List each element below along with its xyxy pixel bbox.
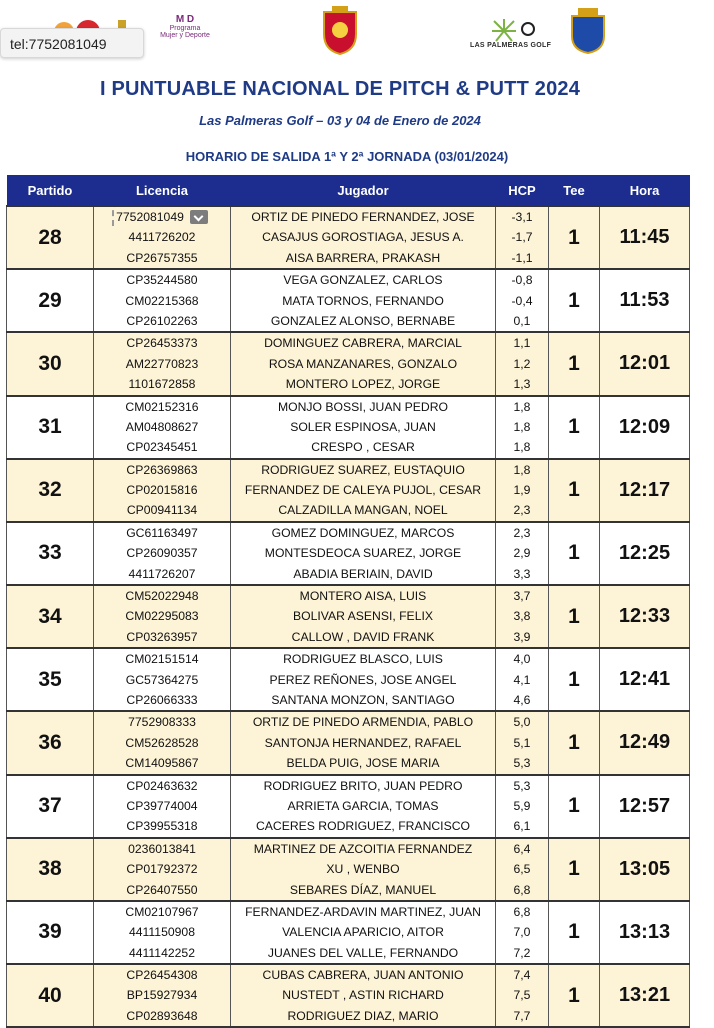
- licence-number: CP26454308: [126, 968, 198, 983]
- player-name: AISA BARRERA, PRAKASH: [285, 250, 441, 265]
- tee-number: 1: [549, 838, 600, 901]
- page-title: I PUNTUABLE NACIONAL DE PITCH & PUTT 2024: [99, 78, 581, 100]
- handicap: 5,0: [513, 715, 531, 730]
- tee-time: 12:17: [600, 459, 690, 522]
- table-row: [7, 332, 690, 395]
- player-name: FERNANDEZ DE CALEYA PUJOL, CESAR: [244, 483, 482, 498]
- player-name: SEBARES DÍAZ, MANUEL: [289, 882, 437, 897]
- partido-number: 30: [7, 332, 94, 395]
- licence-number: CP02015816: [126, 483, 198, 498]
- handicap-cell: [496, 775, 549, 838]
- phone-link-chip[interactable]: tel:7752081049: [0, 28, 144, 58]
- handicap-cell: [496, 459, 549, 522]
- chevron-down-icon[interactable]: [190, 210, 208, 224]
- table-row: [7, 838, 690, 901]
- licence-number-cell: [94, 206, 231, 269]
- tee-time: 12:33: [600, 585, 690, 648]
- table-row: [7, 585, 690, 648]
- handicap: 7,7: [513, 1008, 531, 1023]
- licence-number-cell: [94, 901, 231, 964]
- licence-number: CP02345451: [126, 440, 198, 455]
- tee-number: 1: [549, 585, 600, 648]
- col-hora: Hora: [600, 175, 690, 206]
- player-name: XU , WENBO: [326, 862, 400, 877]
- handicap: 6,4: [513, 841, 531, 856]
- col-partido: Partido: [7, 175, 94, 206]
- player-name-cell: [231, 775, 496, 838]
- licence-number: CP26102263: [126, 313, 198, 328]
- player-name: ORTIZ DE PINEDO FERNANDEZ, JOSE: [251, 210, 475, 224]
- partido-number: 31: [7, 396, 94, 459]
- licence-number: CM02295083: [125, 609, 199, 624]
- table-row: [7, 459, 690, 522]
- licence-number-cell: [94, 269, 231, 332]
- licence-number-cell: [94, 838, 231, 901]
- handicap: 0,1: [513, 313, 531, 328]
- handicap: 5,9: [513, 798, 531, 813]
- handicap: 1,1: [513, 336, 531, 351]
- licence-number: CP26757355: [126, 250, 198, 265]
- licence-number: GC61163497: [126, 525, 198, 540]
- tee-time: 13:21: [600, 964, 690, 1027]
- tee-number: 1: [549, 711, 600, 774]
- tee-time: 12:09: [600, 396, 690, 459]
- player-name: NUSTEDT , ASTIN RICHARD: [282, 988, 444, 1003]
- licence-number-cell: [94, 522, 231, 585]
- player-name: MATA TORNOS, FERNANDO: [282, 293, 444, 308]
- player-name: GONZALEZ ALONSO, BERNABE: [270, 313, 456, 328]
- player-name: BELDA PUIG, JOSE MARIA: [286, 756, 440, 771]
- tee-number: 1: [549, 522, 600, 585]
- player-name: ROSA MANZANARES, GONZALO: [268, 356, 458, 371]
- player-name: RODRIGUEZ SUAREZ, EUSTAQUIO: [261, 462, 465, 477]
- table-row: [7, 396, 690, 459]
- col-jugador: Jugador: [231, 175, 496, 206]
- program-logo-sub: Programa Mujer y Deporte: [160, 25, 210, 39]
- player-name: PEREZ REÑONES, JOSE ANGEL: [269, 672, 457, 687]
- licence-number: CP01792372: [126, 862, 198, 877]
- table-row: [7, 269, 690, 332]
- licence-number: CP02893648: [126, 1008, 198, 1023]
- tee-number: 1: [549, 269, 600, 332]
- player-name: CASAJUS GOROSTIAGA, JESUS A.: [262, 230, 464, 245]
- handicap-cell: [496, 648, 549, 711]
- player-name-cell: [231, 648, 496, 711]
- player-name: MARTINEZ DE AZCOITIA FERNANDEZ: [253, 841, 473, 856]
- player-name: ORTIZ DE PINEDO ARMENDIA, PABLO: [252, 715, 474, 730]
- licence-number: CM02151514: [125, 652, 199, 667]
- handicap: 1,8: [513, 440, 531, 455]
- licence-number: CP35244580: [126, 273, 198, 288]
- handicap: 7,0: [513, 925, 531, 940]
- partido-number: 39: [7, 901, 94, 964]
- licence-number: 4411142252: [129, 945, 195, 960]
- licence-number: GC57364275: [125, 672, 199, 687]
- player-name-cell: [231, 522, 496, 585]
- licence-number-cell: [94, 585, 231, 648]
- table-row: [7, 711, 690, 774]
- player-name: CACERES RODRIGUEZ, FRANCISCO: [256, 819, 470, 834]
- handicap: 3,8: [513, 609, 531, 624]
- player-name: RODRIGUEZ BRITO, JUAN PEDRO: [263, 778, 463, 793]
- handicap: 1,8: [513, 462, 531, 477]
- handicap-cell: [496, 901, 549, 964]
- player-name: ARRIETA GARCIA, TOMAS: [287, 798, 439, 813]
- handicap: 7,4: [513, 968, 531, 983]
- licence-number: [94, 207, 230, 227]
- handicap: 6,8: [513, 882, 531, 897]
- page-subtitle: Las Palmeras Golf – 03 y 04 de Enero de 2024: [199, 113, 481, 128]
- schedule-heading: HORARIO DE SALIDA 1ª Y 2ª JORNADA (03/01/2024): [185, 149, 509, 164]
- partido-number: 28: [7, 206, 94, 269]
- player-name-cell: [231, 459, 496, 522]
- tee-number: 1: [549, 901, 600, 964]
- player-name: CALZADILLA MANGAN, NOEL: [278, 503, 448, 518]
- player-name: SANTANA MONZON, SANTIAGO: [271, 692, 455, 707]
- licence-number: CM52628528: [125, 735, 199, 750]
- handicap: 3,9: [513, 629, 531, 644]
- tee-number: 1: [549, 459, 600, 522]
- player-name: RODRIGUEZ BLASCO, LUIS: [283, 652, 443, 667]
- player-name: MONTERO AISA, LUIS: [299, 589, 427, 604]
- player-name: CUBAS CABRERA, JUAN ANTONIO: [262, 968, 464, 983]
- handicap: -0,4: [511, 293, 533, 308]
- tee-time: 12:41: [600, 648, 690, 711]
- player-name: VEGA GONZALEZ, CARLOS: [283, 273, 443, 288]
- handicap: 3,3: [513, 566, 531, 581]
- handicap-cell: [496, 269, 549, 332]
- licence-number: CP00941134: [126, 503, 198, 518]
- tee-time: 12:57: [600, 775, 690, 838]
- player-name: CRESPO , CESAR: [311, 440, 415, 455]
- partido-number: 29: [7, 269, 94, 332]
- table-row: [7, 775, 690, 838]
- tee-time: 13:13: [600, 901, 690, 964]
- handicap: 2,3: [513, 525, 531, 540]
- player-name: CALLOW , DAVID FRANK: [291, 629, 435, 644]
- licence-number: AM04808627: [125, 419, 199, 434]
- handicap: 4,1: [513, 672, 531, 687]
- table-row: [7, 964, 690, 1027]
- player-name: DOMINGUEZ CABRERA, MARCIAL: [264, 336, 462, 351]
- player-name: BOLIVAR ASENSI, FELIX: [293, 609, 433, 624]
- licence-number: 0236013841: [128, 841, 196, 856]
- tee-number: 1: [549, 775, 600, 838]
- handicap-cell: [496, 332, 549, 395]
- tee-time: 12:25: [600, 522, 690, 585]
- program-logo-title: M D: [175, 14, 195, 25]
- partido-number: 35: [7, 648, 94, 711]
- licence-number: AM22770823: [125, 356, 199, 371]
- handicap: 4,6: [513, 692, 531, 707]
- player-name: SOLER ESPINOSA, JUAN: [290, 419, 436, 434]
- player-name: RODRIGUEZ DIAZ, MARIO: [287, 1008, 439, 1023]
- partido-number: 40: [7, 964, 94, 1027]
- handicap: 2,9: [513, 546, 531, 561]
- handicap: 6,1: [513, 819, 531, 834]
- partido-number: 33: [7, 522, 94, 585]
- licence-number: 4411726202: [128, 230, 196, 245]
- handicap: 5,3: [513, 778, 531, 793]
- table-row: [7, 648, 690, 711]
- player-name-cell: [231, 396, 496, 459]
- licence-number-cell: [94, 332, 231, 395]
- handicap: 4,0: [513, 652, 531, 667]
- licence-number: CP26066333: [126, 692, 198, 707]
- island-shield-icon: [566, 8, 610, 54]
- handicap: 5,1: [513, 735, 531, 750]
- player-name: VALENCIA APARICIO, AITOR: [282, 925, 444, 940]
- licence-number-cell: [94, 775, 231, 838]
- player-name-cell: [231, 964, 496, 1027]
- handicap: 1,8: [513, 419, 531, 434]
- licence-number-cell: [94, 711, 231, 774]
- licence-number-cell: [94, 648, 231, 711]
- handicap-cell: [496, 838, 549, 901]
- player-name-cell: [231, 711, 496, 774]
- handicap: 1,8: [513, 399, 531, 414]
- tee-time: 11:53: [600, 269, 690, 332]
- licence-number: CP03263957: [126, 629, 198, 644]
- federation-crest-icon: [318, 4, 362, 56]
- handicap: 1,9: [513, 483, 531, 498]
- player-name: JUANES DEL VALLE, FERNANDO: [267, 945, 459, 960]
- handicap: 7,5: [513, 988, 531, 1003]
- handicap-cell: [496, 964, 549, 1027]
- player-name: MONJO BOSSI, JUAN PEDRO: [278, 399, 448, 414]
- las-palmeras-text: LAS PALMERAS GOLF: [470, 42, 552, 49]
- table-row: [7, 522, 690, 585]
- licence-number: CP26407550: [126, 882, 198, 897]
- handicap-cell: [496, 522, 549, 585]
- licence-number: CP02463632: [126, 778, 198, 793]
- col-tee: Tee: [549, 175, 600, 206]
- licence-number: BP15927934: [126, 988, 198, 1003]
- handicap-cell: [496, 206, 549, 269]
- handicap-cell: [496, 711, 549, 774]
- tee-time: 12:01: [600, 332, 690, 395]
- handicap: 3,7: [513, 589, 531, 604]
- player-name: ABADIA BERIAIN, DAVID: [293, 566, 433, 581]
- handicap: 7,2: [513, 945, 531, 960]
- licence-number: CP39955318: [126, 819, 198, 834]
- player-name-cell: [231, 838, 496, 901]
- licence-number-cell: [94, 396, 231, 459]
- licence-text: 7752081049: [116, 210, 184, 224]
- licence-number: CP39774004: [126, 798, 198, 813]
- licence-number-cell: [94, 459, 231, 522]
- handicap: 1,2: [513, 356, 531, 371]
- partido-number: 37: [7, 775, 94, 838]
- tee-number: 1: [549, 964, 600, 1027]
- partido-number: 36: [7, 711, 94, 774]
- tee-number: 1: [549, 206, 600, 269]
- handicap: 6,5: [513, 862, 531, 877]
- table-row: [7, 901, 690, 964]
- player-name-cell: [231, 206, 496, 269]
- tee-time: 13:05: [600, 838, 690, 901]
- licence-number: CP26090357: [126, 546, 198, 561]
- handicap: -0,8: [511, 273, 533, 288]
- handicap: 2,3: [513, 503, 531, 518]
- handicap-cell: [496, 396, 549, 459]
- handicap: -1,1: [511, 250, 533, 265]
- player-name: GOMEZ DOMINGUEZ, MARCOS: [271, 525, 455, 540]
- licence-number: 7752908333: [128, 715, 196, 730]
- licence-number: CM02215368: [125, 293, 199, 308]
- licence-number-cell: [94, 964, 231, 1027]
- player-name-cell: [231, 901, 496, 964]
- licence-number: 4411150908: [129, 925, 195, 940]
- licence-number: 4411726207: [128, 566, 196, 581]
- partido-number: 34: [7, 585, 94, 648]
- licence-number: CP26453373: [126, 336, 198, 351]
- tee-number: 1: [549, 396, 600, 459]
- licence-number: CM02152316: [125, 399, 199, 414]
- tee-times-table: [6, 175, 690, 1028]
- tee-number: 1: [549, 648, 600, 711]
- col-licencia: Licencia: [94, 175, 231, 206]
- player-name-cell: [231, 269, 496, 332]
- tee-time: 11:45: [600, 206, 690, 269]
- licence-number: CM02107967: [125, 904, 199, 919]
- handicap: 1,3: [513, 377, 531, 392]
- licence-number: 1101672858: [128, 377, 196, 392]
- handicap: -3,1: [511, 210, 533, 224]
- program-logo: [160, 14, 210, 54]
- licence-number: CM52022948: [125, 589, 199, 604]
- player-name-cell: [231, 585, 496, 648]
- player-name: MONTESDEOCA SUAREZ, JORGE: [264, 546, 462, 561]
- player-name-cell: [231, 332, 496, 395]
- tee-number: 1: [549, 332, 600, 395]
- selected-licence-number[interactable]: [116, 207, 208, 227]
- table-header-row: [7, 175, 690, 206]
- handicap-cell: [496, 585, 549, 648]
- partido-number: 32: [7, 459, 94, 522]
- partido-number: 38: [7, 838, 94, 901]
- handicap: 5,3: [513, 756, 531, 771]
- table-row: [7, 206, 690, 269]
- player-name: SANTONJA HERNANDEZ, RAFAEL: [264, 735, 462, 750]
- licence-number: CP26369863: [126, 462, 198, 477]
- handicap: 6,8: [513, 904, 531, 919]
- tee-time: 12:49: [600, 711, 690, 774]
- handicap: -1,7: [511, 230, 533, 245]
- col-hcp: HCP: [496, 175, 549, 206]
- player-name: MONTERO LOPEZ, JORGE: [285, 377, 441, 392]
- licence-number: CM14095867: [125, 756, 199, 771]
- player-name: FERNANDEZ-ARDAVIN MARTINEZ, JUAN: [245, 904, 481, 919]
